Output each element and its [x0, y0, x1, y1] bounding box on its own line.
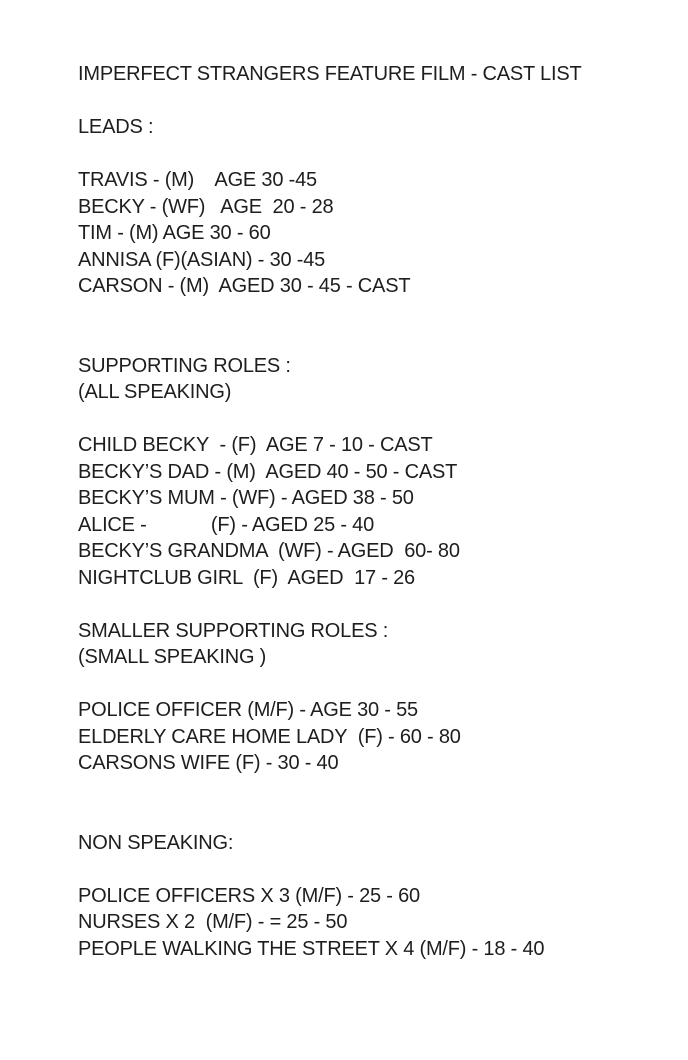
section-heading-non-speaking: NON SPEAKING:	[78, 831, 234, 854]
spacer	[78, 300, 668, 327]
section-heading-smaller-supporting: SMALLER SUPPORTING ROLES :	[78, 619, 389, 642]
spacer	[78, 777, 668, 804]
role-line: POLICE OFFICER (M/F) - AGE 30 - 55	[78, 699, 418, 721]
role-line: NURSES X 2 (M/F) - = 25 - 50	[78, 911, 348, 933]
spacer	[78, 856, 668, 883]
role-line: PEOPLE WALKING THE STREET X 4 (M/F) - 18 - 40	[78, 937, 545, 960]
cast-list-document	[78, 61, 668, 962]
section-note-smaller-supporting: (SMALL SPEAKING )	[78, 646, 267, 668]
section-heading-supporting: SUPPORTING ROLES :	[78, 354, 291, 377]
role-line: TIM - (M) AGE 30 - 60	[78, 222, 271, 244]
spacer	[78, 671, 668, 698]
section-note-supporting: (ALL SPEAKING)	[78, 381, 232, 403]
role-line: BECKY - (WF) AGE 20 - 28	[78, 195, 334, 218]
spacer	[78, 591, 668, 618]
spacer	[78, 88, 668, 115]
role-line: CARSONS WIFE (F) - 30 - 40	[78, 752, 339, 774]
role-line: CARSON - (M) AGED 30 - 45 - CAST	[78, 275, 411, 297]
role-line: BECKY’S GRANDMA (WF) - AGED 60- 80	[78, 540, 460, 562]
role-line: BECKY’S DAD - (M) AGED 40 - 50 - CAST	[78, 460, 458, 483]
role-line: ELDERLY CARE HOME LADY (F) - 60 - 80	[78, 725, 461, 748]
role-line: ALICE - (F) - AGED 25 - 40	[78, 513, 375, 536]
role-line: CHILD BECKY - (F) AGE 7 - 10 - CAST	[78, 434, 433, 456]
role-line: ANNISA (F)(ASIAN) - 30 -45	[78, 248, 326, 271]
document-title: IMPERFECT STRANGERS FEATURE FILM - CAST LIST	[78, 63, 582, 85]
section-heading-leads: LEADS :	[78, 116, 154, 138]
spacer	[78, 326, 668, 353]
role-line: NIGHTCLUB GIRL (F) AGED 17 - 26	[78, 566, 415, 589]
role-line: BECKY’S MUM - (WF) - AGED 38 - 50	[78, 487, 414, 509]
spacer	[78, 803, 668, 830]
spacer	[78, 141, 668, 168]
role-line: POLICE OFFICERS X 3 (M/F) - 25 - 60	[78, 884, 420, 907]
spacer	[78, 406, 668, 433]
role-line: TRAVIS - (M) AGE 30 -45	[78, 169, 317, 191]
